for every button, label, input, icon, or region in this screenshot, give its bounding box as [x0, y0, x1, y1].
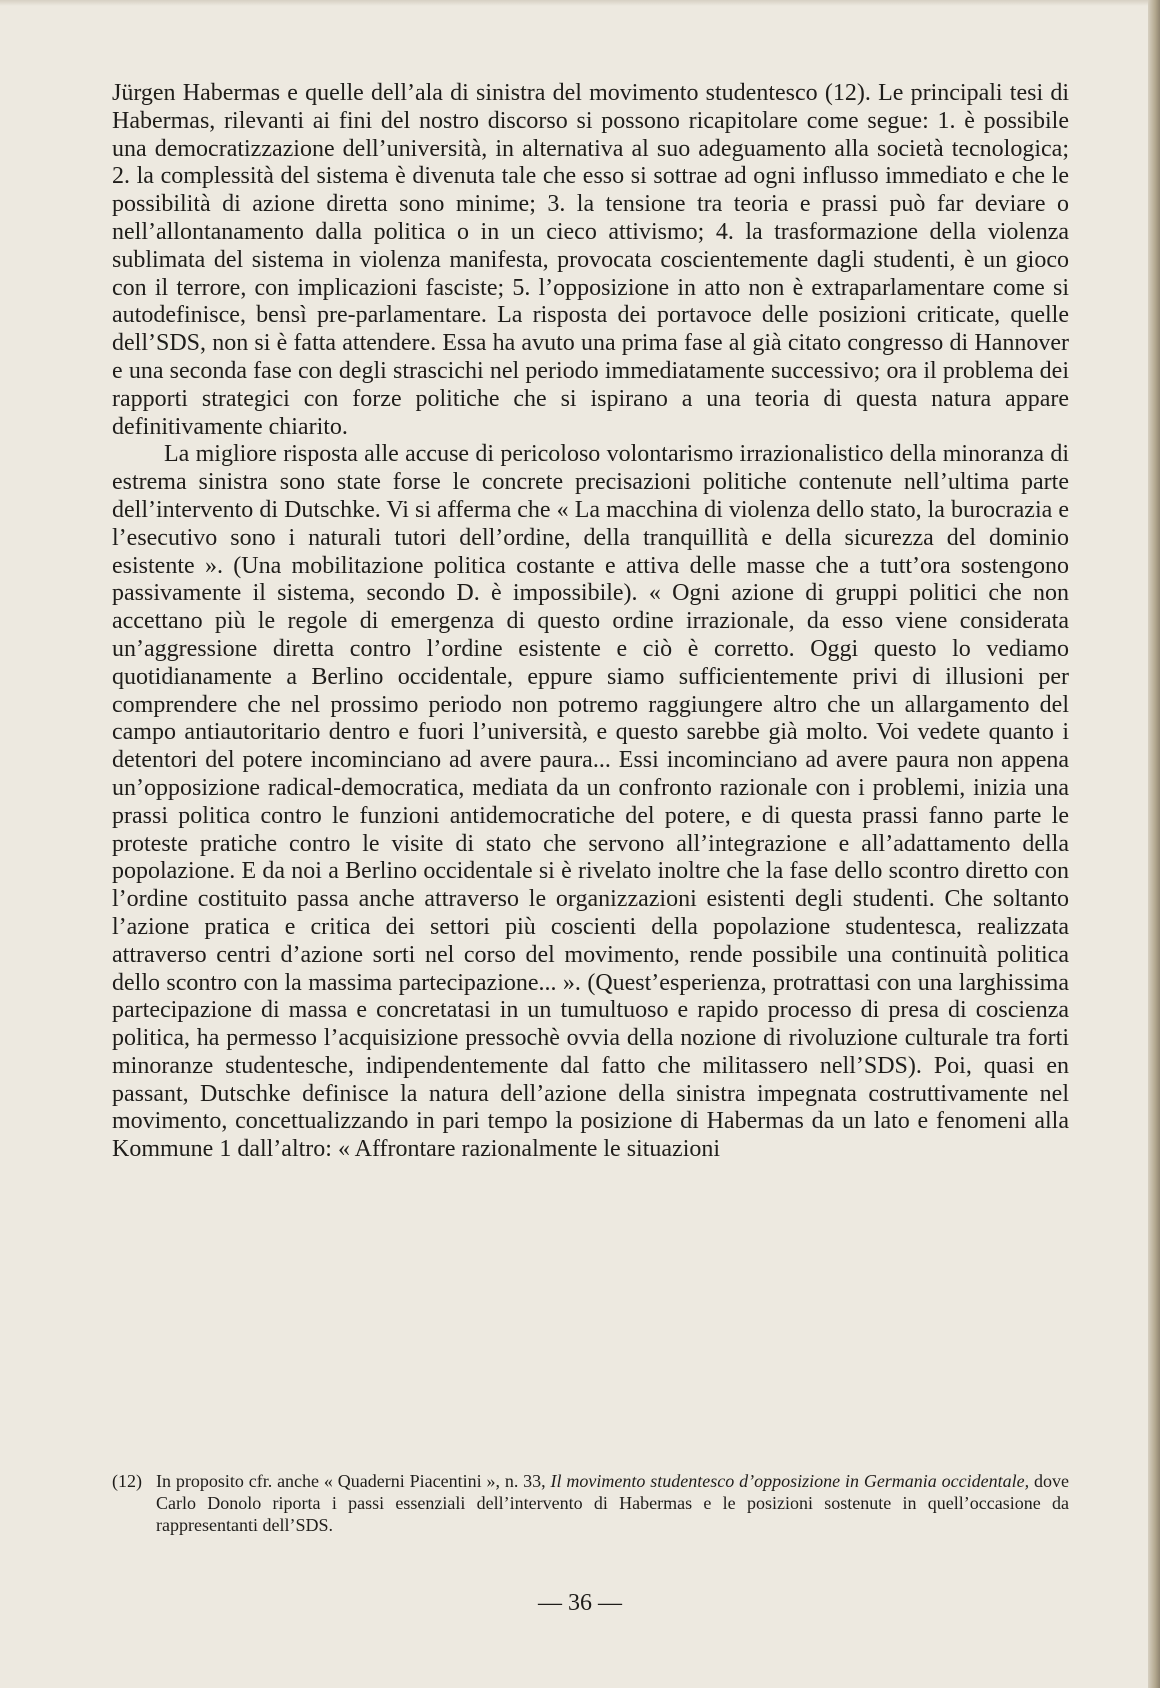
page-number: — 36 — [538, 1590, 622, 1616]
footnote-text-after: dove Carlo Donolo riporta i passi essenziali dell’intervento di Habermas e le posizioni sostenute in quell’occasione da rappresentanti dell’SDS. [156, 1471, 1069, 1535]
paragraph-2: La migliore risposta alle accuse di pericoloso volontarismo irrazionalistico della minoranza di estrema sinistra sono state forse le concrete precisazioni politiche contenute nell’ultima parte dell’intervento di Dutschke. Vi si afferma che « La macchina di violenza dello stato, la burocrazia e l’esecutivo sono i naturali tutori dell’ordine, della tranquillità e della sicurezza del dominio esistente ». (Una mobilitazione politica costante e attiva delle masse che a tutt’ora sostengono passivamente il sistema, secondo D. è impossibile). « Ogni azione di gruppi politici che non accettano più le regole di emergenza di questo ordine irrazionale, da esso viene considerata un’aggressione diretta contro l’ordine esistente e ciò è corretto. Oggi questo lo vediamo quotidianamente a Berlino occidentale, eppure siamo sufficientemente privi di illusioni per comprendere che nel prossimo periodo non potremo raggiungere altro che un allargamento del campo antiautoritario dentro e fuori l’università, e questo sarebbe già molto. Voi vedete quanto i detentori del potere incominciano ad avere paura... Essi incominciano ad avere paura non appena un’opposizione radical-democratica, mediata da un confronto razionale con i problemi, inizia una prassi politica contro le funzioni antidemocratiche del potere, e di questa prassi fanno parte le proteste pratiche contro le visite di stato che servono all’integrazione e all’adattamento della popolazione. E da noi a Berlino occidentale si è rivelato inoltre che la fase dello scontro diretto con l’ordine costituito passa anche attraverso le organizzazioni esistenti degli studenti. Che soltanto l’azione pratica e critica dei settori più coscienti della popolazione studentesca, realizzata attraverso centri d’azione sorti nel corso del movimento, rende possibile una continuità politica dello scontro con la massima partecipazione... ». (Quest’esperienza, protrattasi con una larghissima partecipazione di massa e concretatasi in un tumultuoso e rapido processo di presa di coscienza politica, ha permesso l’acquisizione pressochè ovvia della nozione di rivoluzione culturale tra forti minoranze studentesche, indipendentemente dal fatto che militassero nell’SDS). Poi, quasi en passant, Dutschke definisce la natura dell’azione della sinistra impegnata costruttivamente nel movimento, concettualizzando in pari tempo la posizione di Habermas da un lato e fenomeni alla Kommune 1 dall’altro: « Affrontare razionalmente le situazioni [112, 441, 1069, 1163]
footnote-cited-title: Il movimento studentesco d’opposizione in Germania occidentale, [550, 1471, 1030, 1491]
footnote-text-before: In proposito cfr. anche « Quaderni Piacentini », n. 33, [156, 1471, 551, 1491]
main-text [112, 80, 1069, 1164]
paragraph-1: Jürgen Habermas e quelle dell’ala di sinistra del movimento studentesco (12). Le principali tesi di Habermas, rilevanti ai fini del nostro discorso si possono ricapitolare come segue: 1. è possibile una democratizzazione dell’università, in alternativa al suo adeguamento alla società tecnologica; 2. la complessità del sistema è divenuta tale che esso si sottrae ad ogni influsso immediato e che le possibilità di azione diretta sono minime; 3. la tensione tra teoria e prassi può far deviare o nell’allontanamento dalla politica o in un cieco attivismo; 4. la trasformazione della violenza sublimata del sistema in violenza manifesta, provocata coscientemente dagli studenti, è un gioco con il terrore, con implicazioni fasciste; 5. l’opposizione in atto non è extraparlamentare come si autodefinisce, bensì pre-parlamentare. La risposta dei portavoce delle posizioni criticate, quelle dell’SDS, non si è fatta attendere. Essa ha avuto una prima fase al già citato congresso di Hannover e una seconda fase con degli strascichi nel periodo immediatamente successivo; ora il problema dei rapporti strategici con forze politiche che si ispirano a una teoria di questa natura appare definitivamente chiarito. [112, 80, 1069, 440]
footnote-12 [112, 1470, 1069, 1536]
page-binding-edge [1148, 0, 1160, 1688]
footnote-marker: (12) [112, 1471, 142, 1491]
page-top-shadow [0, 0, 1160, 6]
